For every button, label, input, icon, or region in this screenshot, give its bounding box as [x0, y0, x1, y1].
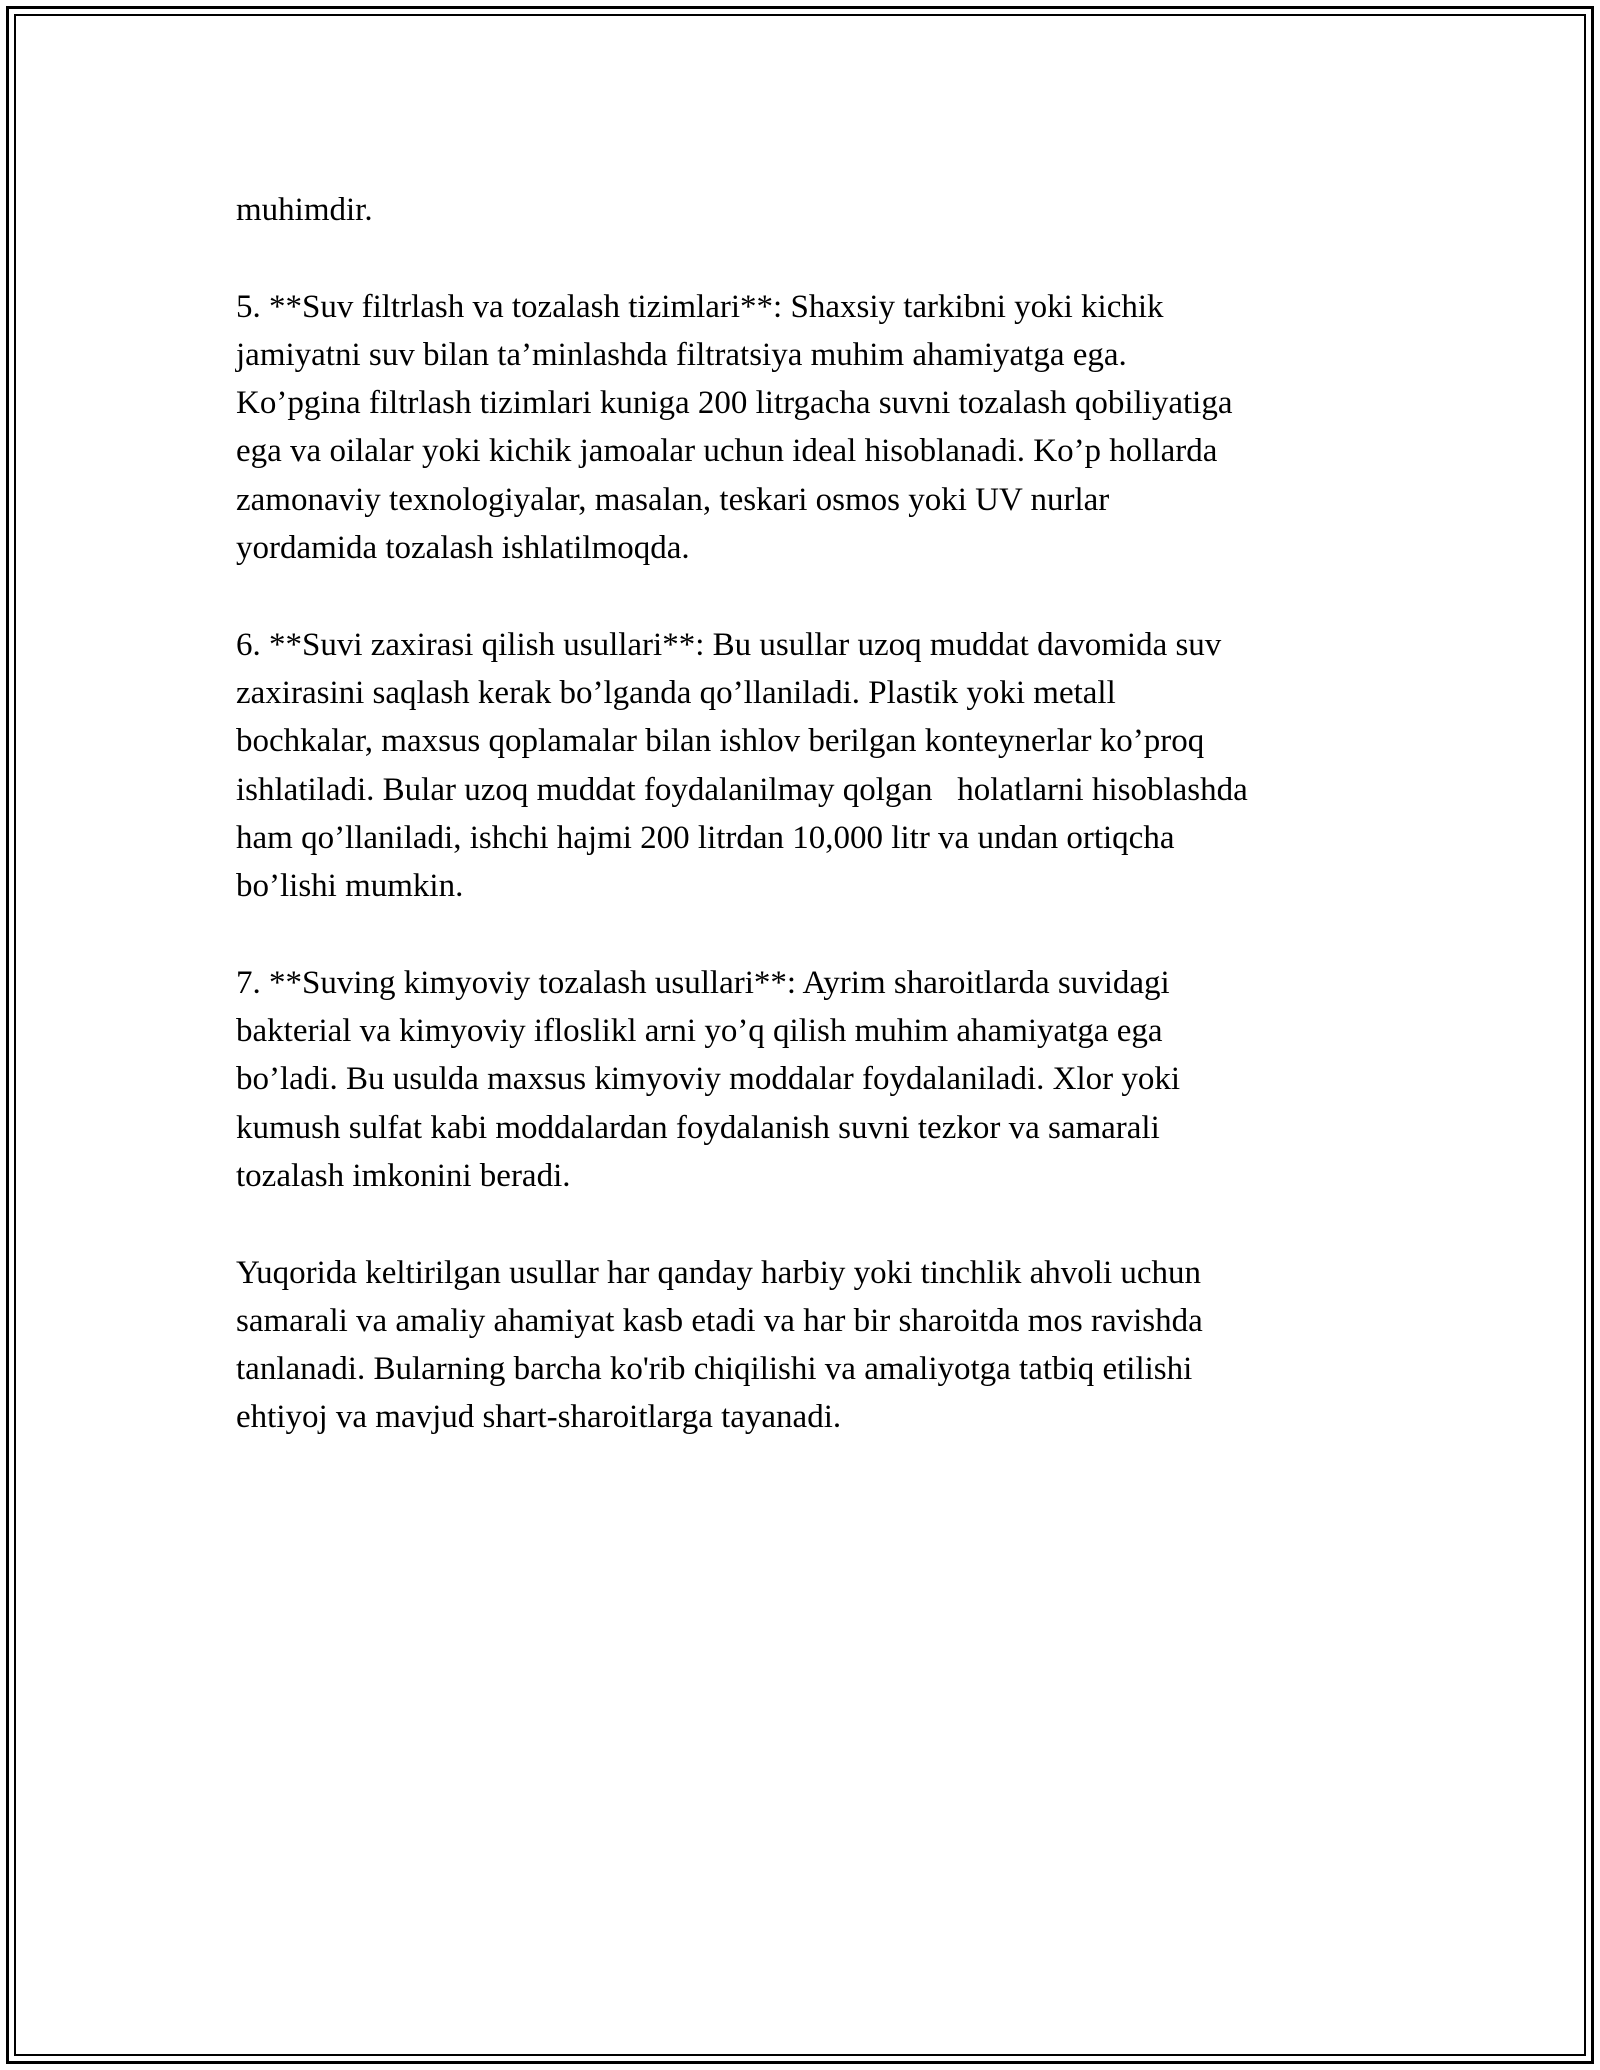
text-line: ehtiyoj va mavjud shart-sharoitlarga tayanadi. — [236, 1399, 842, 1436]
text-line: 5. **Suv filtrlash va tozalash tizimlari**: Shaxsiy tarkibni yoki kichik — [236, 288, 1164, 325]
text-line: ham qo’llaniladi, ishchi hajmi 200 litrdan 10,000 litr va undan ortiqcha — [236, 819, 1175, 856]
text-line: Ko’pgina filtrlash tizimlari kuniga 200 litrgacha suvni tozalash qobiliyatiga — [236, 385, 1233, 422]
text-line: bo’ladi. Bu usulda maxsus kimyoviy moddalar foydalaniladi. Xlor yoki — [236, 1061, 1181, 1098]
document-body — [236, 186, 1396, 1490]
text-line: kumush sulfat kabi moddalardan foydalanish suvni tezkor va samarali — [236, 1109, 1160, 1146]
text-line: ishlatiladi. Bular uzoq muddat foydalanilmay qolgan holatlarni hisoblashda — [236, 771, 1248, 808]
text-line: bochkalar, maxsus qoplamalar bilan ishlov berilgan konteynerlar ko’proq — [236, 723, 1205, 760]
text-line: ega va oilalar yoki kichik jamoalar uchun ideal hisoblanadi. Ko’p hollarda — [236, 433, 1218, 470]
text-line: samarali va amaliy ahamiyat kasb etadi va har bir sharoitda mos ravishda — [236, 1302, 1203, 1339]
paragraph-continuation — [236, 186, 1396, 234]
paragraph-conclusion — [236, 1249, 1396, 1442]
text-line: zaxirasini saqlash kerak bo’lganda qo’llaniladi. Plastik yoki metall — [236, 674, 1116, 711]
paragraph-item-7 — [236, 959, 1396, 1200]
text-line: muhimdir. — [236, 192, 373, 228]
text-line: Yuqorida keltirilgan usullar har qanday harbiy yoki tinchlik ahvoli uchun — [236, 1254, 1202, 1291]
text-line: jamiyatni suv bilan ta’minlashda filtratsiya muhim ahamiyatga ega. — [236, 336, 1127, 373]
paragraph-item-6 — [236, 621, 1396, 911]
text-line: tanlanadi. Bularning barcha ko'rib chiqilishi va amaliyotga tatbiq etilishi — [236, 1351, 1193, 1388]
text-line: tozalash imkonini beradi. — [236, 1157, 571, 1194]
paragraph-item-5 — [236, 283, 1396, 573]
text-line: bakterial va kimyoviy ifloslikl arni yo’q qilish muhim ahamiyatga ega — [236, 1013, 1163, 1050]
text-line: bo’lishi mumkin. — [236, 868, 464, 905]
text-line: yordamida tozalash ishlatilmoqda. — [236, 530, 690, 567]
text-line: 7. **Suving kimyoviy tozalash usullari**: Ayrim sharoitlarda suvidagi — [236, 964, 1170, 1001]
text-line: 6. **Suvi zaxirasi qilish usullari**: Bu usullar uzoq muddat davomida suv — [236, 626, 1222, 663]
text-line: zamonaviy texnologiyalar, masalan, teskari osmos yoki UV nurlar — [236, 481, 1110, 518]
